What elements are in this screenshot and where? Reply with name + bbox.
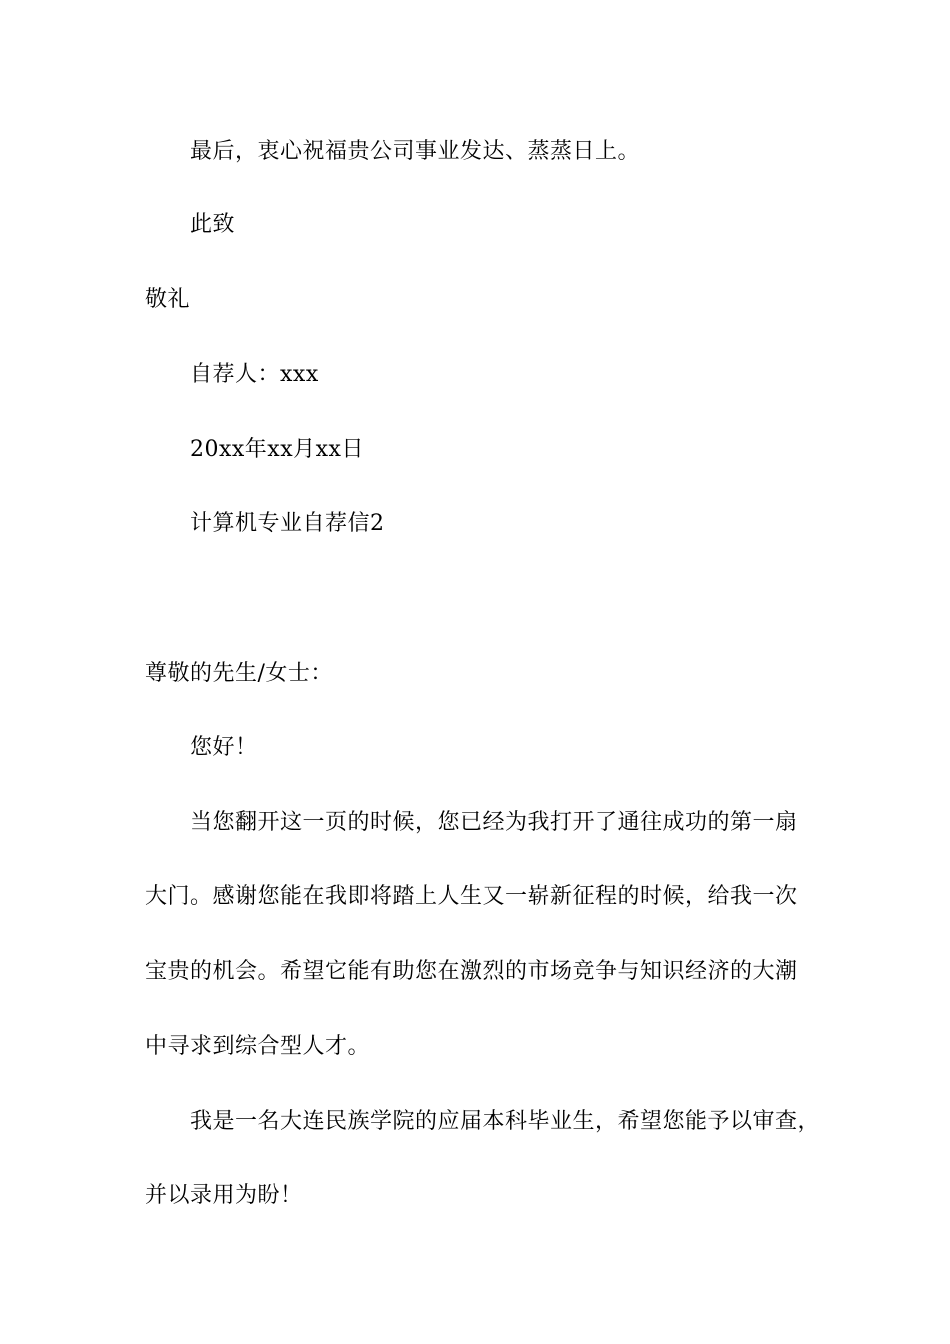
paragraph-1-line-3: 宝贵的机会。希望它能有助您在激烈的市场竞争与知识经济的大潮 <box>145 959 798 984</box>
signature: 自荐人：xxx <box>190 362 319 387</box>
paragraph-1-line-4: 中寻求到综合型人才。 <box>145 1034 371 1059</box>
paragraph-2-line-2: 并以录用为盼！ <box>145 1183 303 1208</box>
salutation-jingli: 敬礼 <box>145 287 191 312</box>
salutation-cizhi: 此致 <box>190 212 236 237</box>
paragraph-2-line-1: 我是一名大连民族学院的应届本科毕业生，希望您能予以审查， <box>190 1109 821 1134</box>
greeting: 尊敬的先生/女士： <box>145 661 333 686</box>
paragraph-1-line-2: 大门。感谢您能在我即将踏上人生又一崭新征程的时候，给我一次 <box>145 884 798 909</box>
closing-wish: 最后，衷心祝福贵公司事业发达、蒸蒸日上。 <box>190 139 641 164</box>
section-title: 计算机专业自荐信2 <box>190 511 385 536</box>
date-line: 20xx年xx月xx日 <box>190 437 364 462</box>
hello-line: 您好！ <box>190 735 258 760</box>
paragraph-1-line-1: 当您翻开这一页的时候，您已经为我打开了通往成功的第一扇 <box>190 810 798 835</box>
